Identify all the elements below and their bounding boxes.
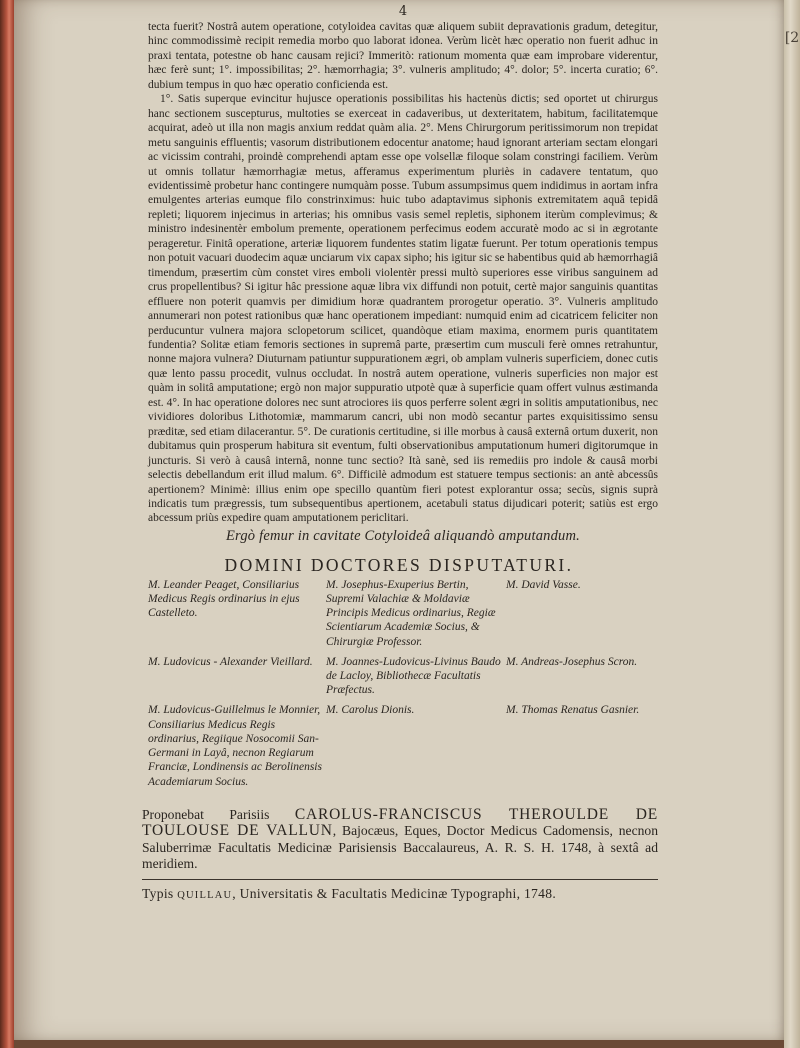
printer-name: QUILLAU (177, 889, 233, 901)
footer-divider (142, 879, 658, 880)
next-page-edge (784, 0, 800, 1048)
doctor-entry: M. Leander Peaget, Consiliarius Medicus Regis ordinarius in ejus Castelleto. (148, 578, 300, 620)
doctors-heading: DOMINI DOCTORES DISPUTATURI. (224, 554, 574, 575)
doctor-entry: M. Joannes-Ludovicus-Livinus Baudo de Lacloy, Bibliothecæ Facultatis Præfectus. (326, 655, 501, 697)
printer-imprint (142, 886, 658, 902)
proponebat-rest: , Bajocæus, Eques, Doctor Medicus Cadomensis, necnon Saluberrimæ Facultatis Medicinæ Parisiensis Baccalaureus, A. R. S. H. 1748, à sextâ ad meridiem. (142, 823, 659, 872)
page-number: 4 (398, 4, 408, 19)
proponebat-statement (142, 807, 658, 873)
printer-rest: , Universitatis & Facultatis Medicinæ Typographi, 1748. (232, 885, 557, 901)
doctor-entry: M. Andreas-Josephus Scron. (506, 655, 638, 668)
doctors-list (148, 578, 658, 789)
doctor-entry: M. Josephus-Exuperius Bertin, Supremi Valachiæ & Moldaviæ Principis Medicus ordinarius, Regiæ Scientiarum Academiæ Socius, & Chirurgiæ Professor. (326, 578, 496, 648)
body-paragraph-2: 1°. Satis superque evincitur hujusce operationis possibilitas his hactenùs dictis; sed oportet ut chirurgus hanc sectionem suscepturus, multoties se exerceat in cadaveribus, ut dexteritatem, habitum, facilitatemque acquirat, adeò ut illa non magis anxium reddat quàm alia. 2°. Mens Chirurgorum peritissimorum non trepidat metu sanguinis effluentis; vasorum distributionem edocentur anatome; haud ignorant arteriam sectam elongari ac vicissim contrahi, proindè comprehendi aptam esse ope volsellæ filoque solam constringi faciliem. Verùm ut omnis tollatur hæmorrhagiæ metus, afferamus experimentum pluriès in cadavere tentatum, quo evidentissimè probetur hanc contingere numquàm posse. Tubum assumpsimus quem indidimus in aortam infra emulgentes arterias eumque filo constrinximus: huic tubo adaptavimus siphonis extremitatem aquâ tepidâ repleti; liquorem injecimus in arterias; his omnibus vasis semel repletis, siphonem iterùm complevimus; & ministro indesinentèr embolum premente, operationem perfecimus eodem accuratè modo ac si in ægrotante perageretur. Finitâ operatione, arteriæ liquorem fundentes statim ligatæ fuerunt. Per totum operationis tempus non potuit vacuari duodecim aquæ unciarum vix capax sipho; his igitur sic se habentibus quid ab hæmorrhagiâ timendum, præsertim cùm constet vires emboli violentèr pressi multò superiores esse viribus sanguinem ad crus propellentibus? Si igitur hâc pressione aquæ libra vix diffundi non potuit, certè major sanguinis quantitas effluere non poterit quamvis per dimidium horæ quadrantem prorogetur operatio. 3°. Vulneris amplitudo annumerari non potest rationibus quæ hanc operationem impediant: numquid enim ad cicatricem feliciter non perducuntur vulnera majora sclopetorum scilicet, quandòque etiam maxima, enormem puris quantitatem fundentia? Solitæ etiam femoris sectiones in supremâ parte, præsertim cum musculi ferè omnes retrahuntur, nonne majora vulnera? Diuturnam patiuntur suppurationem ægri, ob amplam vulneris superficiem, donec cutis quæ lento passu procedit, vulnus occludat. In nostrâ autem operatione, vulneris superficies non major est quàm in solitâ amputatione; ergò non major suppuratio utpotè quæ à superficie quam offert vulnus æstimanda est. 4°. In hac operatione dolores nec sunt atrociores iis quos perferre solent ægri in solitis amputationibus, nec vividiores doloribus Lithotomiæ, mammarum cancri, ubi non modò secantur partes exquisitissimo sensu præditæ, sed etiam dilacerantur. 5°. De curationis certitudine, si ille morbus à causâ externâ ortum duxerit, non dubitamus quin prosperum habitura sit eventum, fulti observationibus amputationum humeri digitorumque in juncturis. Si verò à causâ internâ, nonne tunc sectio? Ità sanè, sed iis remediis pro indole & causâ morbi selectis debellandum erit illud malum. 6°. Difficilè admodum est statuere tempus sectionis: an antè abcessûs apertionem? Minimè: illius enim ope specillo quantùm fieri potest explorantur ossa; secùs, signis suprà indicatis tum prægressis, tum subsequentibus apertionem, acetabuli status dijudicari poterit; satiùs est ergo abcessum priùs expedire quam amputationem periclitari. (148, 93, 658, 525)
doctor-entry: M. David Vasse. (506, 578, 581, 591)
doctor-entry: M. Thomas Renatus Gasnier. (506, 704, 640, 717)
thesis-body (148, 20, 658, 526)
proponebat-lead: Proponebat Parisiis (142, 806, 270, 822)
page-edge-mark: [2 (784, 30, 800, 46)
book-spine-binding (0, 0, 14, 1048)
doctor-entry: M. Ludovicus-Guillelmus le Monnier, Consiliarius Medicus Regis ordinarius, Regiique Nosocomii San-Germani in Layâ, necnon Regiarum Franciæ, Londinensis ac Berolinensis Academiarum Socius. (148, 704, 322, 788)
page-content (142, 4, 659, 902)
thesis-conclusion: Ergò femur in cavitate Cotyloideâ aliquandò amputandum. (226, 527, 580, 544)
doctor-entry: M. Ludovicus - Alexander Vieillard. (148, 655, 313, 668)
printer-lead: Typis (142, 885, 174, 901)
body-paragraph-1: tecta fuerit? Nostrâ autem operatione, cotyloidea cavitas quæ aliquem subiit depravationis gradum, detegitur, hinc commodissimè recipit remedia morbo quo laborat idonea. Verùm licèt hæc operatio non fuerit adhuc in praxi tentata, potestne ob hanc causam rejici? Immeritò: rationum momenta quæ eam improbare viderentur, hæc ferè sunt; 1°. impossibilitas; 2°. hæmorrhagia; 3°. vulneris amplitudo; 4°. dolor; 5°. incerta curatio; 6°. dubium tempus in quo hæc operatio conficienda est. (148, 21, 658, 91)
doctor-entry: M. Carolus Dionis. (326, 704, 415, 717)
proponebat-author: CAROLUS-FRANCISCUS THEROULDE DE TOULOUSE DE VALLUN (142, 805, 658, 840)
